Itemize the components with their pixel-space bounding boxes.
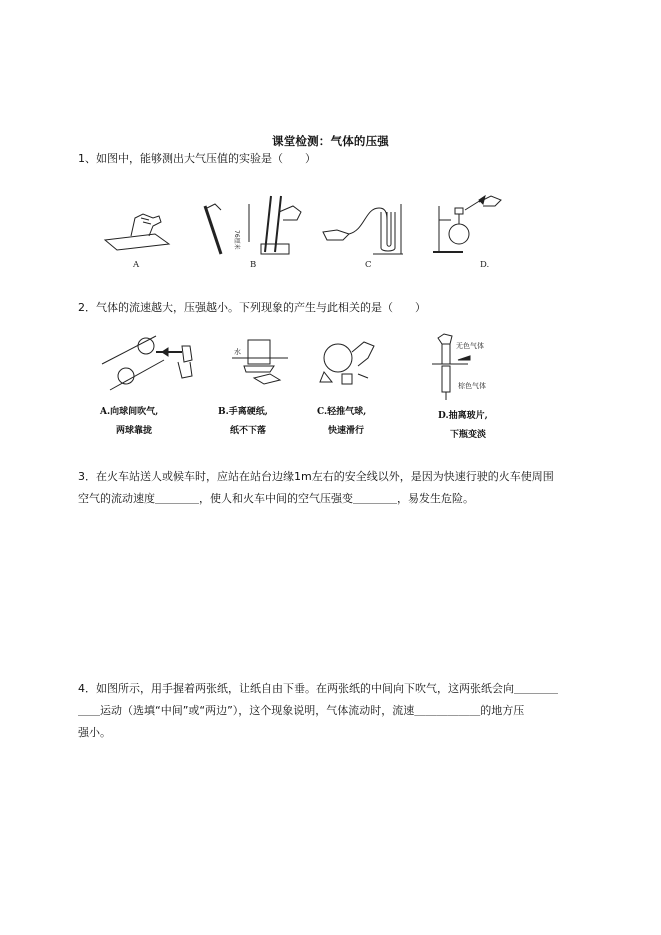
figure-2a-two-balls [102,336,192,390]
page-title: 课堂检测：气体的压强 [272,134,389,148]
figure-2b-water-label: 水 [234,348,241,356]
question-2-text: 2．气体的流速越大，压强越小。下列现象的产生与此相关的是（ ） [78,301,426,314]
question-2-figure [98,330,518,438]
question-4-text [78,678,588,744]
figure-d-label: D. [480,260,490,270]
question-1-text: 1、如图中，能够测出大气压值的实验是（ ） [78,152,316,165]
figure-2a-caption-line2: 两球靠拢 [116,426,153,436]
question-1-figure [103,190,523,274]
figure-c-label: C [365,260,372,270]
figure-c-u-tube [323,204,403,254]
figure-2c-caption-line1: C.轻推气球, [317,407,367,417]
figure-b-height-label: 76厘米 [233,230,240,250]
figure-2a-caption-line1: A.向球间吹气, [100,407,159,417]
figure-2c-balloon [320,342,374,384]
figure-b-torricelli-tube [205,196,301,254]
figure-2d-brown-gas-label: 棕色气体 [458,382,486,390]
figure-2b-caption-line1: B.手离硬纸, [218,407,268,417]
figure-d-flask-stand [433,196,501,252]
question-4-line-3: 强小。 [78,726,111,739]
figure-2d-colorless-gas-label: 无色气体 [456,342,484,350]
figure-2b-caption-line2: 纸不下落 [230,426,267,436]
figure-2b-cup-paper [232,340,288,384]
question-3-line-1: 3．在火车站送人或候车时，应站在站台边缘1m左右的安全线以外，是因为快速行驶的火车使周围 [78,470,554,483]
question-4-line-1: 4．如图所示，用手握着两张纸，让纸自由下垂。在两张纸的中间向下吹气，这两张纸会向＿＿＿＿ [78,682,558,695]
question-4-line-2: ＿＿运动（选填“中间”或“两边”），这个现象说明，气体流动时，流速＿＿＿＿＿＿的地方压 [78,704,525,717]
question-3-line-2: 空气的流动速度＿＿＿＿，使人和火车中间的空气压强变＿＿＿＿，易发生危险。 [78,492,474,505]
figure-2d-caption-line1: D.抽离玻片, [438,411,488,421]
figure-b-label: B [250,260,257,270]
figure-2c-caption-line2: 快速滑行 [328,426,365,436]
figure-a-plate-hand [105,214,169,250]
figure-2d-two-bottles [432,334,486,400]
figure-2d-caption-line2: 下瓶变淡 [450,430,487,440]
figure-a-label: A [133,260,140,270]
question-3-text [78,466,588,510]
